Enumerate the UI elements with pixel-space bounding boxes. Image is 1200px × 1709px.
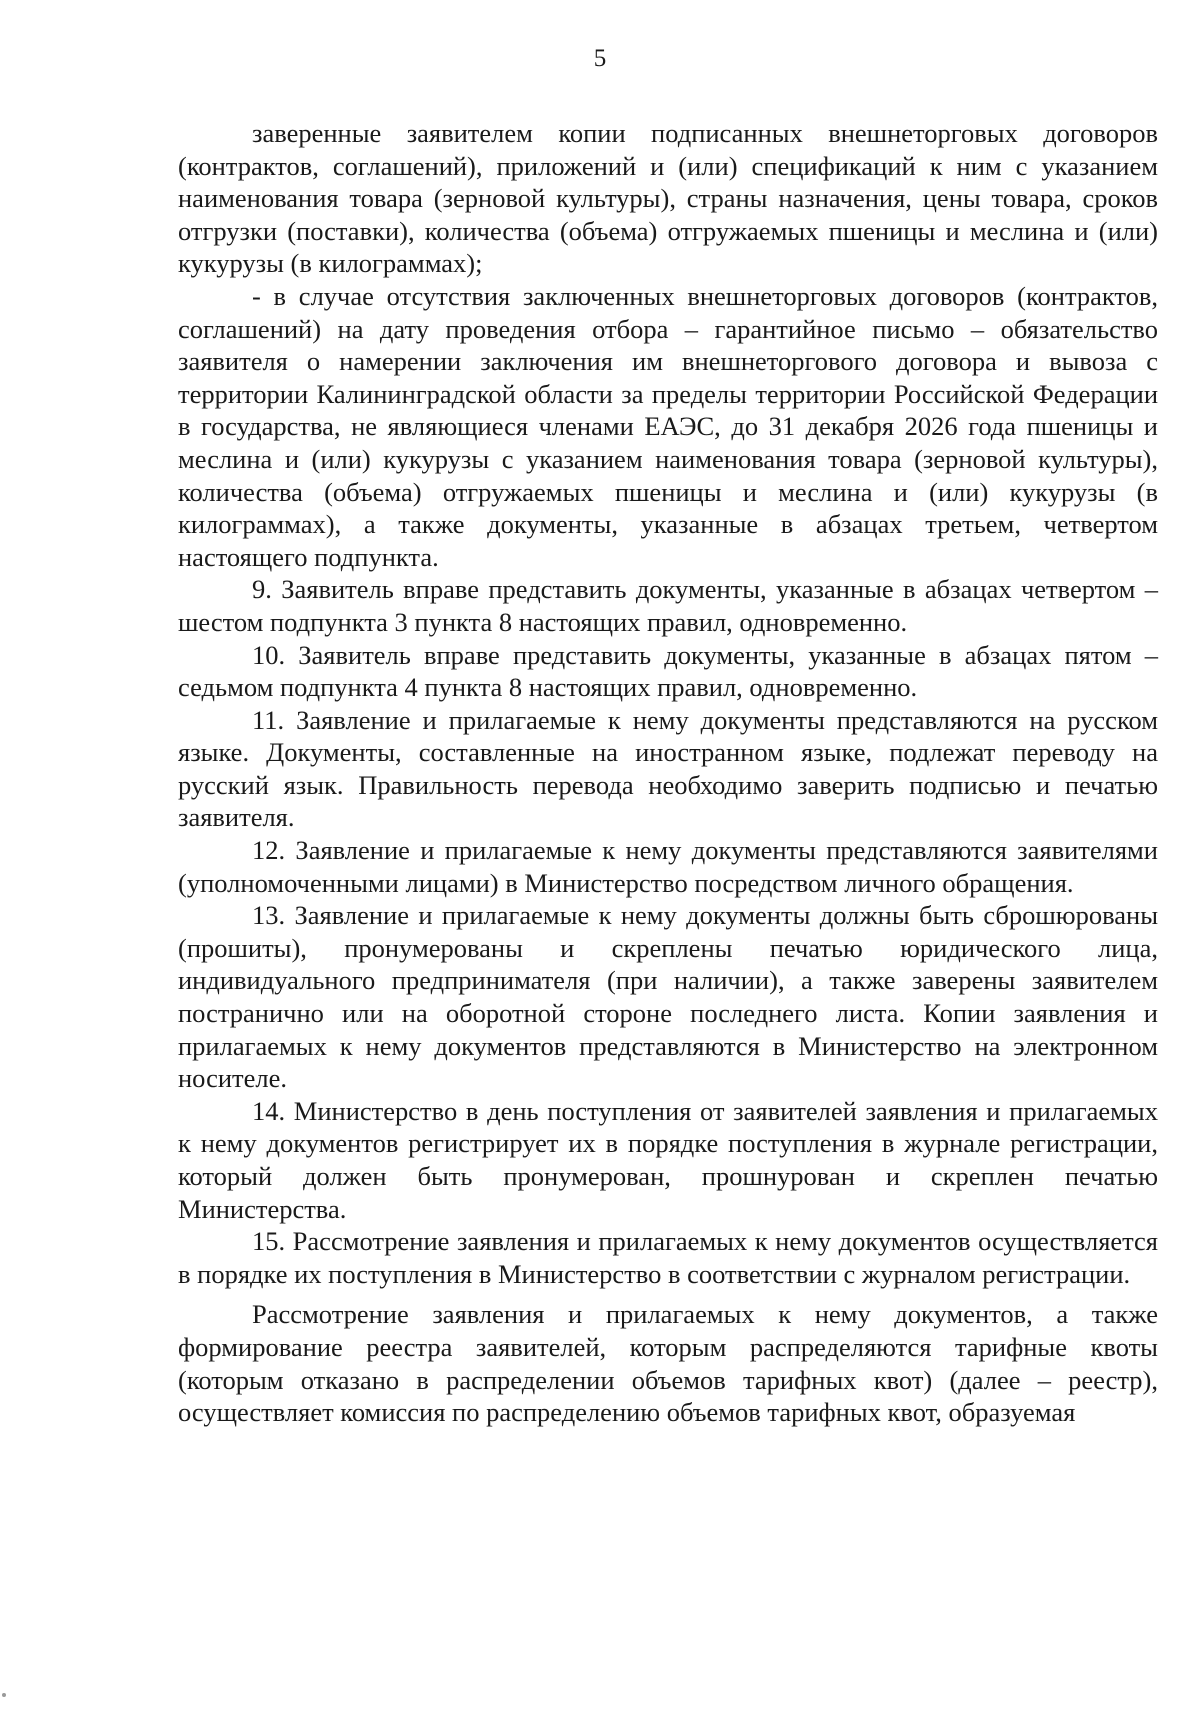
paragraph-clause-12: 12. Заявление и прилагаемые к нему документы представляются заявителями (уполномоченными лицами) в Министерство посредством личного обращения. (178, 835, 1158, 898)
page-number: 5 (593, 45, 607, 72)
paragraph-clause-11: 11. Заявление и прилагаемые к нему документы представляются на русском языке. Документы, составленные на иностранном языке, подлежат переводу на русский язык. Правильность перевода необходимо заверить подписью и печатью заявителя. (178, 704, 1158, 833)
paragraph-clause-15: 15. Рассмотрение заявления и прилагаемых к нему документов осуществляется в порядке их поступления в Министерство в соответствии с журналом регистрации. (178, 1226, 1158, 1289)
paragraph-clause-13: 13. Заявление и прилагаемые к нему документы должны быть сброшюрованы (прошиты), пронумерованы и скреплены печатью юридического лица, индивидуального предпринимателя (при наличии), а также заверены заявителем постранично или на оборотной стороне последнего листа. Копии заявления и прилагаемых к нему документов представляются в Министерство на электронном носителе. (178, 900, 1158, 1094)
paragraph-clause-14: 14. Министерство в день поступления от заявителей заявления и прилагаемых к нему документов регистрирует их в порядке поступления в журнале регистрации, который должен быть пронумерован, прошнурован и скреплен печатью Министерства. (178, 1095, 1158, 1224)
document-body (178, 117, 1158, 1429)
paragraph-certified-copies: заверенные заявителем копии подписанных внешнеторговых договоров (контрактов, соглашений), приложений и (или) спецификаций к ним с указанием наименования товара (зерновой культуры), страны назначения, цены товара, сроков отгрузки (поставки), количества (объема) отгружаемых пшеницы и меслина и (или) кукурузы (в килограммах); (178, 118, 1158, 279)
paragraph-clause-9: 9. Заявитель вправе представить документы, указанные в абзацах четвертом – шестом подпункта 3 пункта 8 настоящих правил, одновременно. (178, 574, 1158, 637)
paragraph-guarantee-letter: - в случае отсутствия заключенных внешнеторговых договоров (контрактов, соглашений) на дату проведения отбора – гарантийное письмо – обязательство заявителя о намерении заключения им внешнеторгового договора и вывоза с территории Калининградской области за пределы территории Российской Федерации в государства, не являющиеся членами ЕАЭС, до 31 декабря 2026 года пшеницы и меслина и (или) кукурузы с указанием наименования товара (зерновой культуры), количества (объема) отгружаемых пшеницы и меслина и (или) кукурузы (в килограммах), а также документы, указанные в абзацах третьем, четвертом настоящего подпункта. (178, 280, 1158, 572)
paragraph-clause-10: 10. Заявитель вправе представить документы, указанные в абзацах пятом – седьмом подпункта 4 пункта 8 настоящих правил, одновременно. (178, 639, 1158, 703)
paragraph-commission: Рассмотрение заявления и прилагаемых к нему документов, а также формирование реестра заявителей, которым распределяются тарифные квоты (которым отказано в распределении объемов тарифных квот) (далее – реестр), осуществляет комиссия по распределению объемов тарифных квот, образуемая (178, 1299, 1158, 1428)
scan-artifact (2, 1693, 6, 1697)
